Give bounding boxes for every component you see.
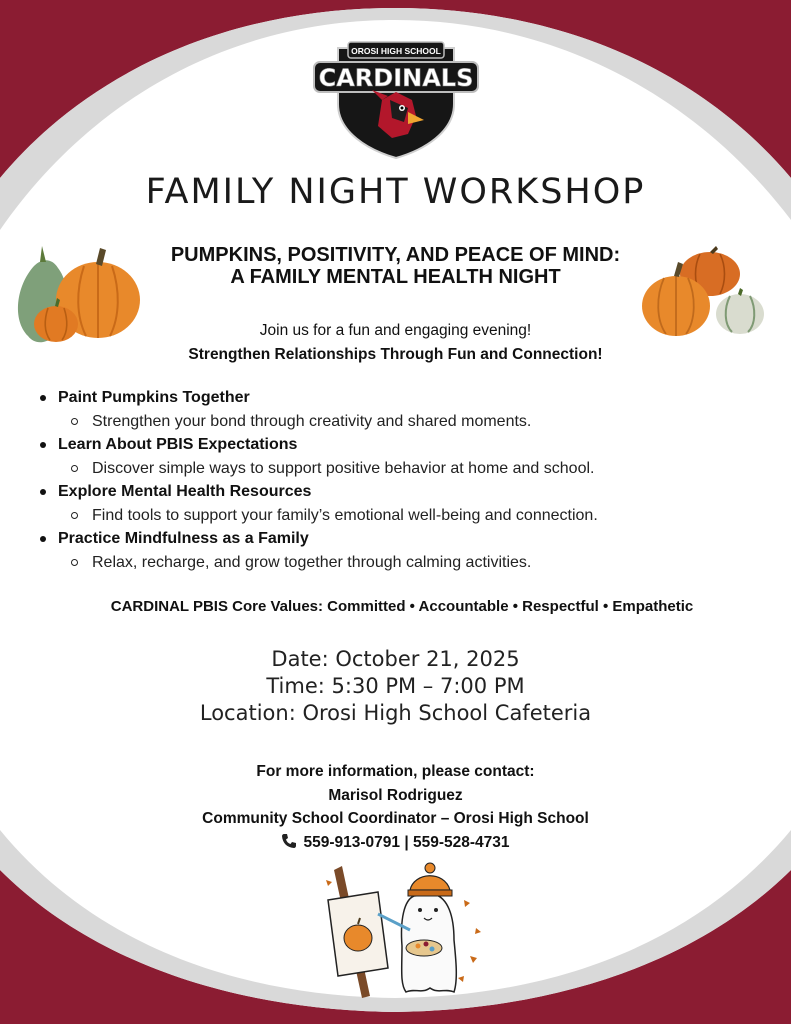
intro-line: Join us for a fun and engaging evening!	[259, 322, 532, 339]
activity-title: Explore Mental Health Resources	[58, 483, 312, 500]
contact-phones-row	[0, 831, 791, 855]
core-values: CARDINAL PBIS Core Values: Committed • Accountable • Respectful • Empathetic	[110, 598, 694, 615]
intro-tagline: Strengthen Relationships Through Fun and Connection!	[188, 346, 603, 363]
activity-description: Find tools to support your family’s emotional well-being and connection.	[58, 504, 780, 528]
activity-title: Learn About PBIS Expectations	[58, 436, 298, 453]
intro	[0, 319, 791, 367]
contact-phones: 559-913-0791 | 559-528-4731	[303, 833, 510, 851]
event-time: Time: 5:30 PM – 7:00 PM	[266, 674, 525, 698]
activity-list	[40, 386, 780, 574]
list-item	[40, 480, 780, 527]
event-name	[100, 244, 691, 288]
school-logo	[312, 34, 480, 160]
logo-school-text: OROSI HIGH SCHOOL	[351, 46, 441, 56]
activity-title: Practice Mindfulness as a Family	[58, 530, 309, 547]
phone-icon	[281, 833, 297, 849]
list-item	[40, 386, 780, 433]
contact-name: Marisol Rodriguez	[328, 786, 463, 804]
contact-role: Community School Coordinator – Orosi High School	[202, 810, 589, 827]
contact-info	[0, 760, 791, 854]
event-date: Date: October 21, 2025	[271, 647, 520, 671]
event-location: Location: Orosi High School Cafeteria	[199, 701, 592, 725]
logo-mascot-text: CARDINALS	[318, 64, 474, 92]
event-details	[0, 646, 791, 727]
page-title: FAMILY NIGHT WORKSHOP	[145, 172, 646, 212]
contact-heading: For more information, please contact:	[256, 763, 535, 780]
ghost-painting-illustration	[318, 860, 494, 1000]
event-name-line1: PUMPKINS, POSITIVITY, AND PEACE OF MIND:	[170, 244, 621, 266]
event-name-line2: A FAMILY MENTAL HEALTH NIGHT	[230, 266, 561, 288]
list-item	[40, 433, 780, 480]
activity-description: Relax, recharge, and grow together through calming activities.	[58, 551, 780, 575]
activity-title: Paint Pumpkins Together	[58, 389, 250, 406]
activity-description: Discover simple ways to support positive behavior at home and school.	[58, 457, 780, 481]
activity-description: Strengthen your bond through creativity and shared moments.	[58, 410, 780, 434]
list-item	[40, 527, 780, 574]
